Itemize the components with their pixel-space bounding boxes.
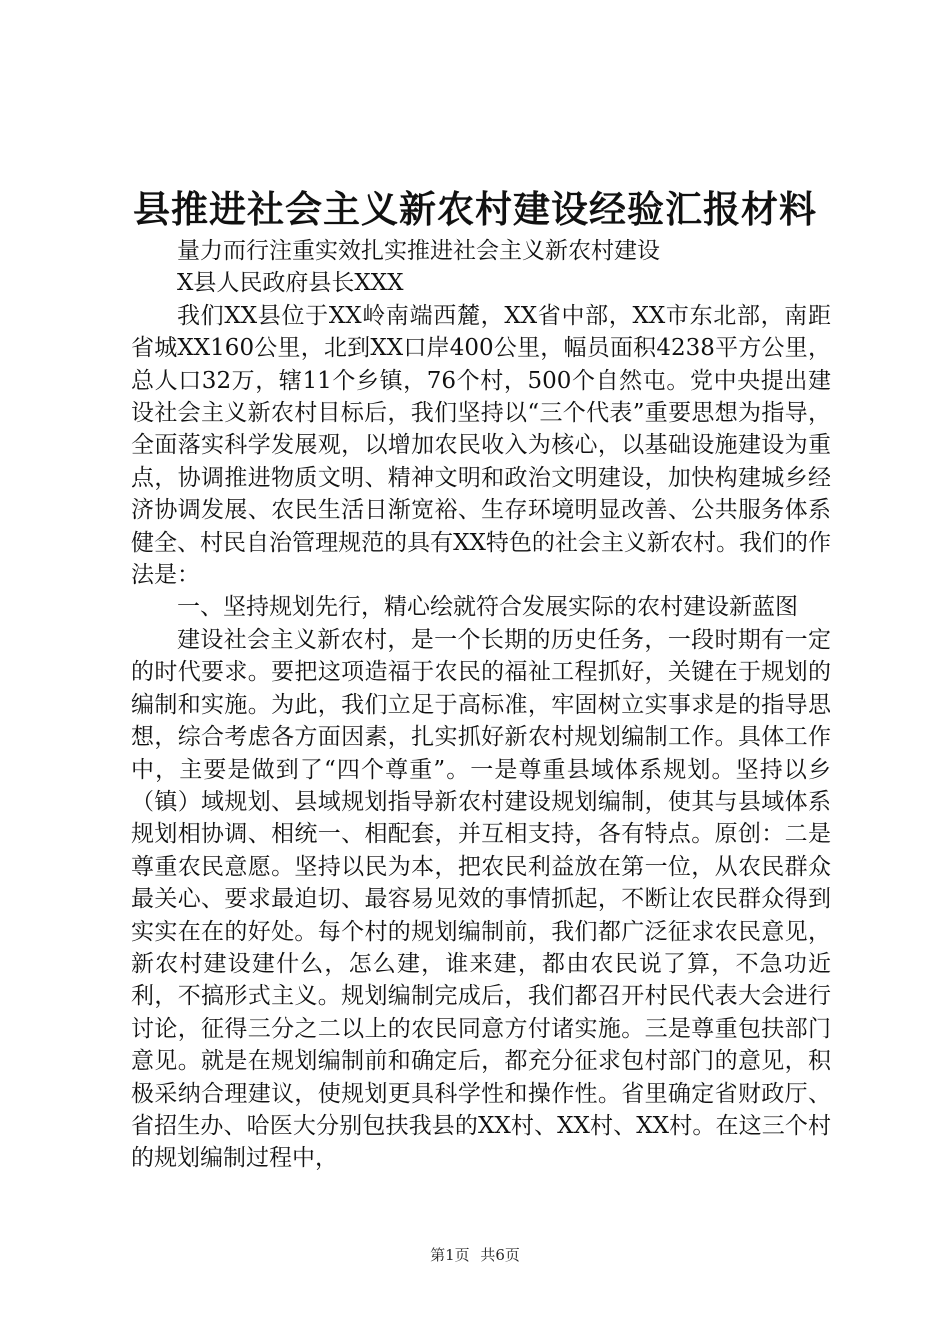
document-body: [131, 235, 831, 1175]
section-heading: 一、坚持规划先行，精心绘就符合发展实际的农村建设新蓝图: [177, 594, 798, 621]
page-total: 共6页: [480, 1246, 520, 1264]
document-author: X县人民政府县长XXX: [177, 270, 404, 297]
paragraph: 建设社会主义新农村，是一个长期的历史任务，一段时期有一定的时代要求。要把这项造福于农民的福祉工程抓好，关键在于规划的编制和实施。为此，我们立足于高标准，牢固树立实事求是的指导思想，综合考虑各方面因素，扎实抓好新农村规划编制工作。具体工作中，主要是做到了“四个尊重”。一是尊重县域体系规划。坚持以乡（镇）域规划、县域规划指导新农村建设规划编制，使其与县域体系规划相协调、相统一、相配套，并互相支持，各有特点。原创：二是尊重农民意愿。坚持以民为本，把农民利益放在第一位，从农民群众最关心、要求最迫切、最容易见效的事情抓起，不断让农民群众得到实实在在的好处。每个村的规划编制前，我们都广泛征求农民意见，新农村建设建什么，怎么建，谁来建，都由农民说了算，不急功近利，不搞形式主义。规划编制完成后，我们都召开村民代表大会进行讨论，征得三分之二以上的农民同意方付诸实施。三是尊重包扶部门意见。就是在规划编制前和确定后，都充分征求包村部门的意见，积极采纳合理建议，使规划更具科学性和操作性。省里确定省财政厅、省招生办、哈医大分别包扶我县的XX村、XX村、XX村。在这三个村的规划编制过程中，: [131, 626, 831, 1172]
document-subtitle: 量力而行注重实效扎实推进社会主义新农村建设: [177, 238, 660, 264]
page-footer: [0, 1245, 950, 1265]
document-title: 县推进社会主义新农村建设经验汇报材料: [133, 188, 817, 231]
paragraph: 我们XX县位于XX岭南端西麓，XX省中部，XX市东北部，南距省城XX160公里，北到XX口岸400公里，幅员面积4238平方公里，总人口32万，辖11个乡镇，76个村，500个自然屯。党中央提出建设社会主义新农村目标后，我们坚持以“三个代表”重要思想为指导，全面落实科学发展观，以增加农民收入为核心，以基础设施建设为重点，协调推进物质文明、精神文明和政治文明建设，加快构建城乡经济协调发展、农民生活日渐宽裕、生存环境明显改善、公共服务体系健全、村民自治管理规范的具有XX特色的社会主义新农村。我们的作法是：: [131, 302, 831, 589]
page-number: 第1页: [430, 1246, 470, 1264]
